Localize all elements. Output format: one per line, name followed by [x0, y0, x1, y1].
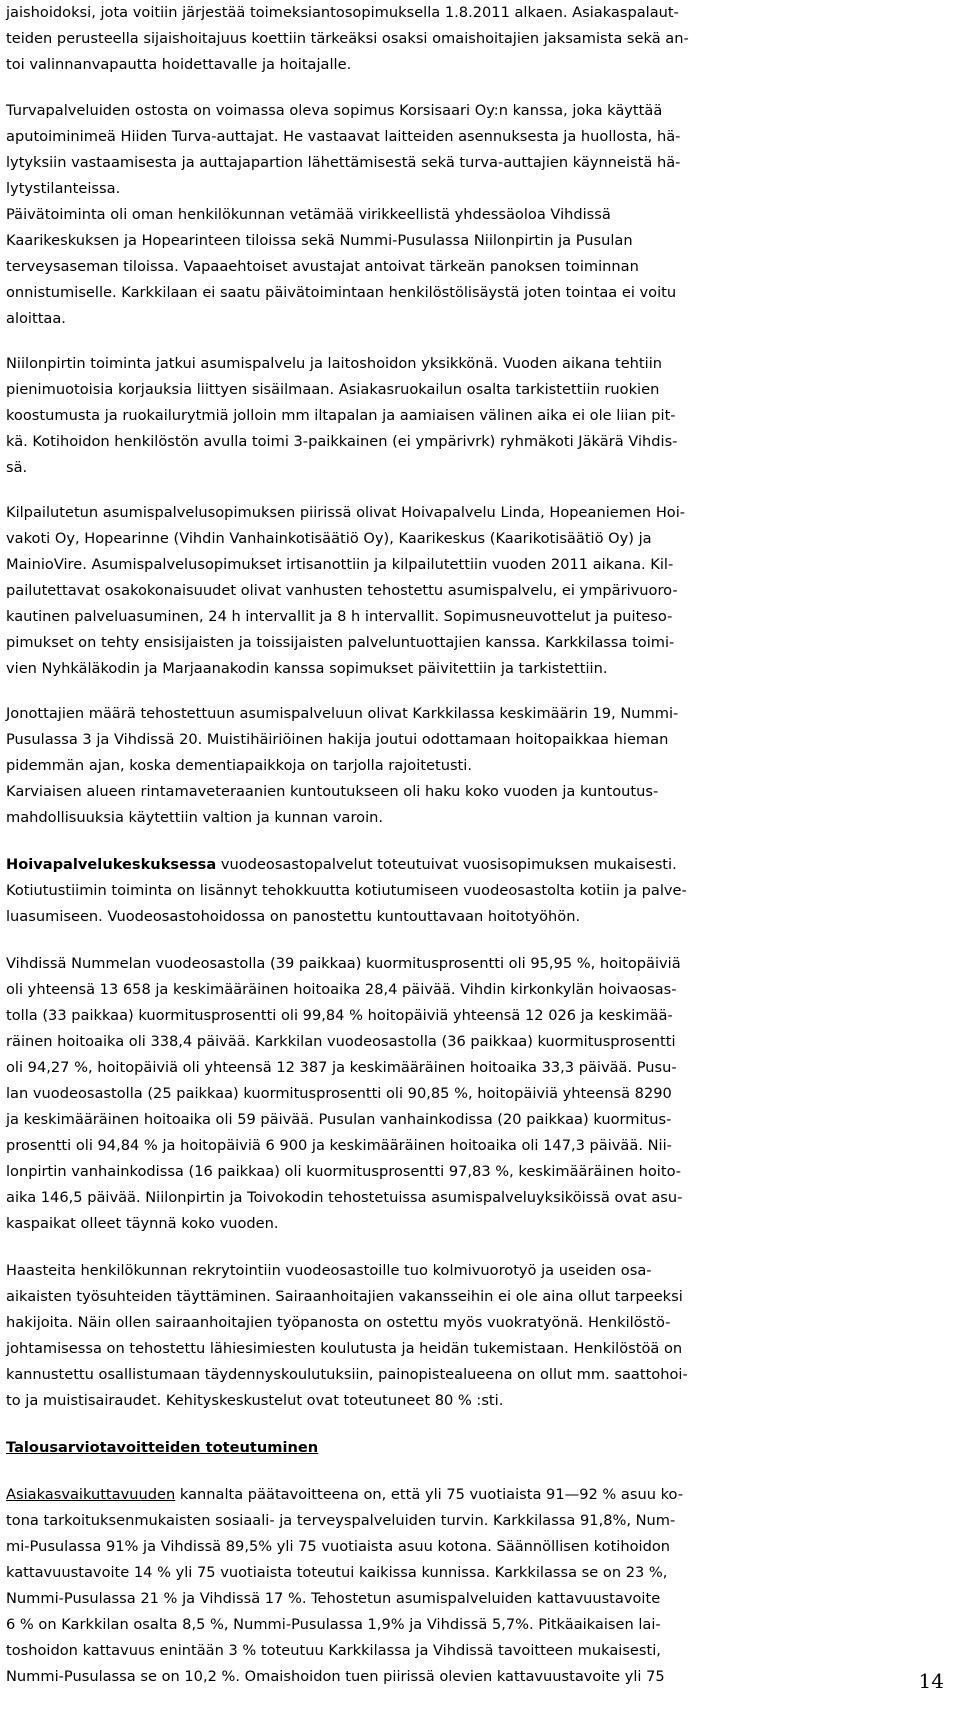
text-line: lan vuodeosastolla (25 paikkaa) kuormitusprosentti oli 90,85 %, hoitopäiviä yhteensä 8290	[6, 1085, 672, 1102]
text-line: kannustettu osallistumaan täydennyskoulutuksiin, painopistealueena on ollut mm. saattohoi-	[6, 1366, 688, 1383]
text-line: toshoidon kattavuus enintään 3 % toteutuu Karkkilassa ja Vihdissä tavoitteen mukaisesti,	[6, 1642, 661, 1659]
text-line: tona tarkoituksenmukaisten sosiaali- ja terveyspalveluiden turvin. Karkkilassa 91,8%, Num-	[6, 1512, 676, 1529]
text-line: ja keskimääräinen hoitoaika oli 59 päivää. Pusulan vanhainkodissa (20 paikkaa) kuormitus-	[6, 1111, 672, 1128]
text-line: Nummi-Pusulassa 21 % ja Vihdissä 17 %. Tehostetun asumispalveluiden kattavuustavoite	[6, 1590, 661, 1607]
underlined-term: Asiakasvaikuttavuuden	[6, 1486, 176, 1503]
text-line: Nummi-Pusulassa se on 10,2 %. Omaishoidon tuen piirissä olevien kattavuustavoite yli 75	[6, 1668, 665, 1685]
text-line: hakijoita. Näin ollen sairaanhoitajien työpanosta on ostettu myös vuokratyönä. Henkilöstö-	[6, 1314, 671, 1331]
text-line: sä.	[6, 459, 28, 476]
bold-term: Hoivapalvelukeskuksessa	[6, 856, 217, 873]
text-line: MainioVire. Asumispalvelusopimukset irtisanottiin ja kilpailutettiin vuoden 2011 aikana. Kil-	[6, 556, 674, 573]
paragraph-rekrytointi	[6, 1258, 960, 1414]
text-run: vuodeosastopalvelut toteutuivat vuosisopimuksen mukaisesti.	[216, 856, 677, 873]
paragraph-asiakasvaikuttavuus	[6, 1482, 960, 1690]
text-line: Pusulassa 3 ja Vihdissä 20. Muistihäiriöinen hakija joutui odottamaan hoitopaikkaa hieman	[6, 731, 669, 748]
text-line: oli yhteensä 13 658 ja keskimääräinen hoitoaika 28,4 päivää. Vihdin kirkonkylän hoivaosas-	[6, 981, 677, 998]
text-line: pailutettavat osakokonaisuudet olivat vanhusten tehostettu asumispalvelu, ei ympärivuoro-	[6, 582, 678, 599]
text-line: 6 % on Karkkilan osalta 8,5 %, Nummi-Pusulassa 1,9% ja Vihdissä 5,7%. Pitkäaikaisen lai-	[6, 1616, 661, 1633]
text-run: kannalta päätavoitteena on, että yli 75 vuotiaista 91—92 % asuu ko-	[175, 1486, 683, 1503]
text-line: Kilpailutetun asumispalvelusopimuksen piirissä olivat Hoivapalvelu Linda, Hopeaniemen Hoi-	[6, 504, 686, 521]
text-line: Karviaisen alueen rintamaveteraanien kuntoutukseen oli haku koko vuoden ja kuntoutus-	[6, 783, 659, 800]
section-heading: Talousarviotavoitteiden toteutuminen	[6, 1439, 319, 1456]
text-line: kä. Kotihoidon henkilöstön avulla toimi 3-paikkainen (ei ympärivrk) ryhmäkoti Jäkärä Vihdis-	[6, 433, 678, 450]
text-line: koostumusta ja ruokailurytmiä jolloin mm iltapalan ja aamiaisen välinen aika ei ole liian pit-	[6, 407, 676, 424]
text-line: Kotiutustiimin toiminta on lisännyt tehokkuutta kotiutumiseen vuodeosastolta kotiin ja palve-	[6, 882, 687, 899]
text-line: kaspaikat olleet täynnä koko vuoden.	[6, 1215, 279, 1232]
text-line: luasumiseen. Vuodeosastohoidossa on panostettu kuntouttavaan hoitotyöhön.	[6, 908, 581, 925]
text-line: Jonottajien määrä tehostettuun asumispalveluun olivat Karkkilassa keskimäärin 19, Nummi-	[6, 705, 679, 722]
text-line: pimukset on tehty ensisijaisten ja toissijaisten palveluntuottajien kanssa. Karkkilassa toimi-	[6, 634, 675, 651]
text-line: tolla (33 paikkaa) kuormitusprosentti oli 99,84 % hoitopäiviä yhteensä 12 026 ja keskimää-	[6, 1007, 673, 1024]
text-line: oli 94,27 %, hoitopäiviä oli yhteensä 12 387 ja keskimääräinen hoitoaika 33,3 päivää. Pusu-	[6, 1059, 677, 1076]
paragraph-jonottajat	[6, 701, 960, 831]
paragraph-niilonpirtti	[6, 351, 960, 481]
text-line: johtamisessa on tehostettu lähiesimiesten koulutusta ja heidän tukemistaan. Henkilöstöä on	[6, 1340, 683, 1357]
text-line: lytyksiin vastaamisesta ja auttajapartion lähettämisestä sekä turva-auttajien käynneistä hä-	[6, 154, 681, 171]
text-line: Haasteita henkilökunnan rekrytointiin vuodeosastoille tuo kolmivuorotyö ja useiden osa-	[6, 1262, 652, 1279]
text-line: aika 146,5 päivää. Niilonpirtin ja Toivokodin tehostetuissa asumispalveluyksiköissä ovat asu-	[6, 1189, 683, 1206]
text-line: kautinen palveluasuminen, 24 h intervallit ja 8 h intervallit. Sopimusneuvottelut ja puiteso-	[6, 608, 673, 625]
text-line: lytystilanteissa.	[6, 180, 121, 197]
text-line: lonpirtin vanhainkodissa (16 paikkaa) oli kuormitusprosentti 97,83 %, keskimääräinen hoito-	[6, 1163, 682, 1180]
text-line: Kaarikeskuksen ja Hopearinteen tiloissa sekä Nummi-Pusulassa Niilonpirtin ja Pusulan	[6, 232, 633, 249]
paragraph-turvapalvelut	[6, 98, 960, 332]
text-line: to ja muistisairaudet. Kehityskeskustelut ovat toteutuneet 80 % :sti.	[6, 1392, 504, 1409]
text-line: räinen hoitoaika oli 338,4 päivää. Karkkilan vuodeosastolla (36 paikkaa) kuormitusprosentti	[6, 1033, 676, 1050]
text-line: aikaisten työsuhteiden täyttäminen. Sairaanhoitajien vakansseihin ei ole aina ollut tarpeeksi	[6, 1288, 683, 1305]
text-line: mahdollisuuksia käytettiin valtion ja kunnan varoin.	[6, 809, 384, 826]
text-line: teiden perusteella sijaishoitajuus koettiin tärkeäksi osaksi omaishoitajien jaksamista sekä an-	[6, 30, 689, 47]
text-line: Niilonpirtin toiminta jatkui asumispalvelu ja laitoshoidon yksikkönä. Vuoden aikana tehtiin	[6, 355, 663, 372]
text-line: Turvapalveluiden ostosta on voimassa oleva sopimus Korsisaari Oy:n kanssa, joka käyttää	[6, 102, 663, 119]
text-line: mi-Pusulassa 91% ja Vihdissä 89,5% yli 75 vuotiaista asuu kotona. Säännöllisen kotihoidon	[6, 1538, 671, 1555]
page-number: 14	[918, 1669, 944, 1693]
text-line: aputoiminimeä Hiiden Turva-auttajat. He vastaavat laitteiden asennuksesta ja huollosta, hä-	[6, 128, 681, 145]
paragraph-asumispalvelusopimus	[6, 500, 960, 682]
text-line: onnistumiselle. Karkkilaan ei saatu päivätoimintaan henkilöstölisäystä joten tointaa ei voitu	[6, 284, 677, 301]
text-line: prosentti oli 94,84 % ja hoitopäiviä 6 900 ja keskimääräinen hoitoaika oli 147,3 päivää. Nii-	[6, 1137, 672, 1154]
text-line: vien Nyhkäläkodin ja Marjaanakodin kanssa sopimukset päivitettiin ja tarkistettiin.	[6, 660, 608, 677]
paragraph-sijaishoito	[6, 0, 960, 78]
paragraph-vuodeosastot	[6, 951, 960, 1237]
text-line: kattavuustavoite 14 % yli 75 vuotiaista toteutui kaikissa kunnissa. Karkkilassa se on 23 %,	[6, 1564, 668, 1581]
text-line: pidemmän ajan, koska dementiapaikkoja on tarjolla rajoitetusti.	[6, 757, 472, 774]
document-page	[6, 0, 960, 1690]
text-line: vakoti Oy, Hopearinne (Vihdin Vanhainkotisäätiö Oy), Kaarikeskus (Kaarikotisäätiö Oy) ja	[6, 530, 652, 547]
text-line	[6, 1482, 960, 1508]
text-line: jaishoidoksi, jota voitiin järjestää toimeksiantosopimuksella 1.8.2011 alkaen. Asiakaspalaut-	[6, 4, 679, 21]
text-line: terveysaseman tiloissa. Vapaaehtoiset avustajat antoivat tärkeän panoksen toiminnan	[6, 258, 639, 275]
text-line: toi valinnanvapautta hoidettavalle ja hoitajalle.	[6, 56, 352, 73]
text-line: pienimuotoisia korjauksia liittyen sisäilmaan. Asiakasruokailun osalta tarkistettiin ruokien	[6, 381, 660, 398]
text-line: Vihdissä Nummelan vuodeosastolla (39 paikkaa) kuormitusprosentti oli 95,95 %, hoitopäiviä	[6, 955, 681, 972]
text-line	[6, 852, 960, 878]
text-line: Päivätoiminta oli oman henkilökunnan vetämää virikkeellistä yhdessäoloa Vihdissä	[6, 206, 611, 223]
text-line: aloittaa.	[6, 310, 66, 327]
paragraph-hoivapalvelukeskus	[6, 852, 960, 930]
